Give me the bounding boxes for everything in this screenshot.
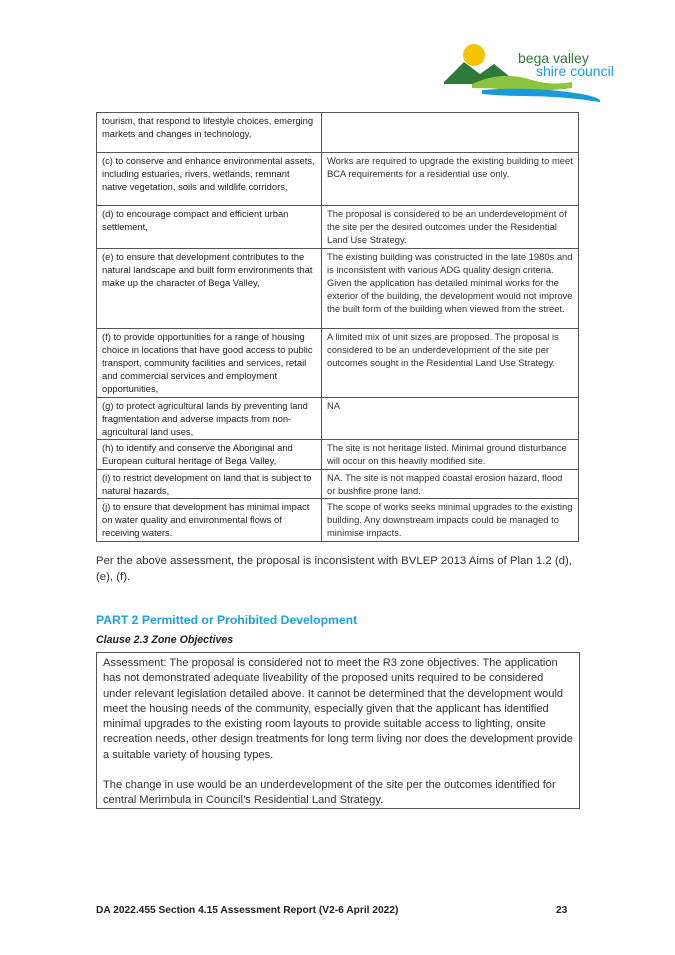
aim-cell: (d) to encourage compact and efficient urban settlement, bbox=[97, 206, 322, 249]
response-cell: NA. The site is not mapped coastal erosion hazard, flood or bushfire prone land. bbox=[322, 469, 579, 498]
response-cell: NA bbox=[322, 397, 579, 440]
part2-heading: PART 2 Permitted or Prohibited Development bbox=[96, 613, 358, 627]
aim-cell: (f) to provide opportunities for a range of housing choice in locations that have good access to public transport, community facilities and services, retail and commercial services and employment opportunities, bbox=[97, 328, 322, 397]
table-row bbox=[97, 397, 579, 440]
aim-cell: (h) to identify and conserve the Aboriginal and European cultural heritage of Bega Valley, bbox=[97, 440, 322, 469]
assessment-paragraph-2: The change in use would be an underdevelopment of the site per the outcomes identified for central Merimbula in Council’s Residential Land Strategy. bbox=[103, 779, 556, 807]
aims-of-plan-table bbox=[96, 112, 579, 542]
table-row bbox=[97, 113, 579, 153]
logo-line-1: bega valley bbox=[518, 50, 589, 66]
response-cell: The scope of works seeks minimal upgrades to the existing building. Any downstream impacts could be managed to minimise impacts. bbox=[322, 499, 579, 542]
table-row bbox=[97, 440, 579, 469]
response-cell: The proposal is considered to be an underdevelopment of the site per the desired outcomes under the Residential Land Use Strategy. bbox=[322, 206, 579, 249]
response-cell: A limited mix of unit sizes are proposed. The proposal is considered to be an underdevelopment of the site per outcomes sought in the Residential Land Use Strategy. bbox=[322, 328, 579, 397]
aim-cell: (c) to conserve and enhance environmental assets, including estuaries, rivers, wetlands, remnant native vegetation, soils and wildlife corridors, bbox=[97, 153, 322, 206]
response-cell: The site is not heritage listed. Minimal ground disturbance will occur on this heavily modified site. bbox=[322, 440, 579, 469]
response-cell: Works are required to upgrade the existing building to meet BCA requirements for a residential use only. bbox=[322, 153, 579, 206]
footer-report-title: DA 2022.455 Section 4.15 Assessment Report (V2-6 April 2022) bbox=[96, 905, 399, 916]
aim-cell: (e) to ensure that development contributes to the natural landscape and built form environments that make up the character of Bega Valley, bbox=[97, 248, 322, 328]
response-cell: The existing building was constructed in the late 1980s and is inconsistent with various ADG quality design criteria. Given the application has detailed minimal works for the exterior of the building, the development would not improve the built form of the building when viewed from the street. bbox=[322, 248, 579, 328]
table-row bbox=[97, 499, 579, 542]
aim-cell: (j) to ensure that development has minimal impact on water quality and environmental flows of receiving waters. bbox=[97, 499, 322, 542]
aim-cell: (g) to protect agricultural lands by preventing land fragmentation and adverse impacts from non-agricultural land uses, bbox=[97, 397, 322, 440]
logo-line-2: shire council bbox=[536, 63, 614, 79]
table-row bbox=[97, 206, 579, 249]
council-name bbox=[518, 52, 614, 78]
response-cell bbox=[322, 113, 579, 153]
table-row bbox=[97, 469, 579, 498]
clause-heading: Clause 2.3 Zone Objectives bbox=[96, 634, 234, 646]
aim-cell: (i) to restrict development on land that is subject to natural hazards, bbox=[97, 469, 322, 498]
assessment-summary: Per the above assessment, the proposal is inconsistent with BVLEP 2013 Aims of Plan 1.2 (d), (e), (f). bbox=[96, 555, 572, 583]
footer-page-number: 23 bbox=[556, 905, 568, 916]
table-row bbox=[97, 248, 579, 328]
zone-objectives-assessment-box bbox=[96, 652, 580, 809]
table-row bbox=[97, 153, 579, 206]
table-row bbox=[97, 328, 579, 397]
aim-cell: tourism, that respond to lifestyle choices, emerging markets and changes in technology, bbox=[97, 113, 322, 153]
assessment-paragraph-1: Assessment: The proposal is considered not to meet the R3 zone objectives. The application has not demonstrated adequate liveability of the proposed units required to be considered under relevant legislation detailed above. It cannot be determined that the development would meet the housing needs of the community, especially given that the applicant has identified minimal upgrades to the existing room layouts to provide suitable access to lighting, onsite recreation needs, other design treatments for long term living nor does the development provide a suitable variety of housing types. bbox=[103, 657, 573, 761]
